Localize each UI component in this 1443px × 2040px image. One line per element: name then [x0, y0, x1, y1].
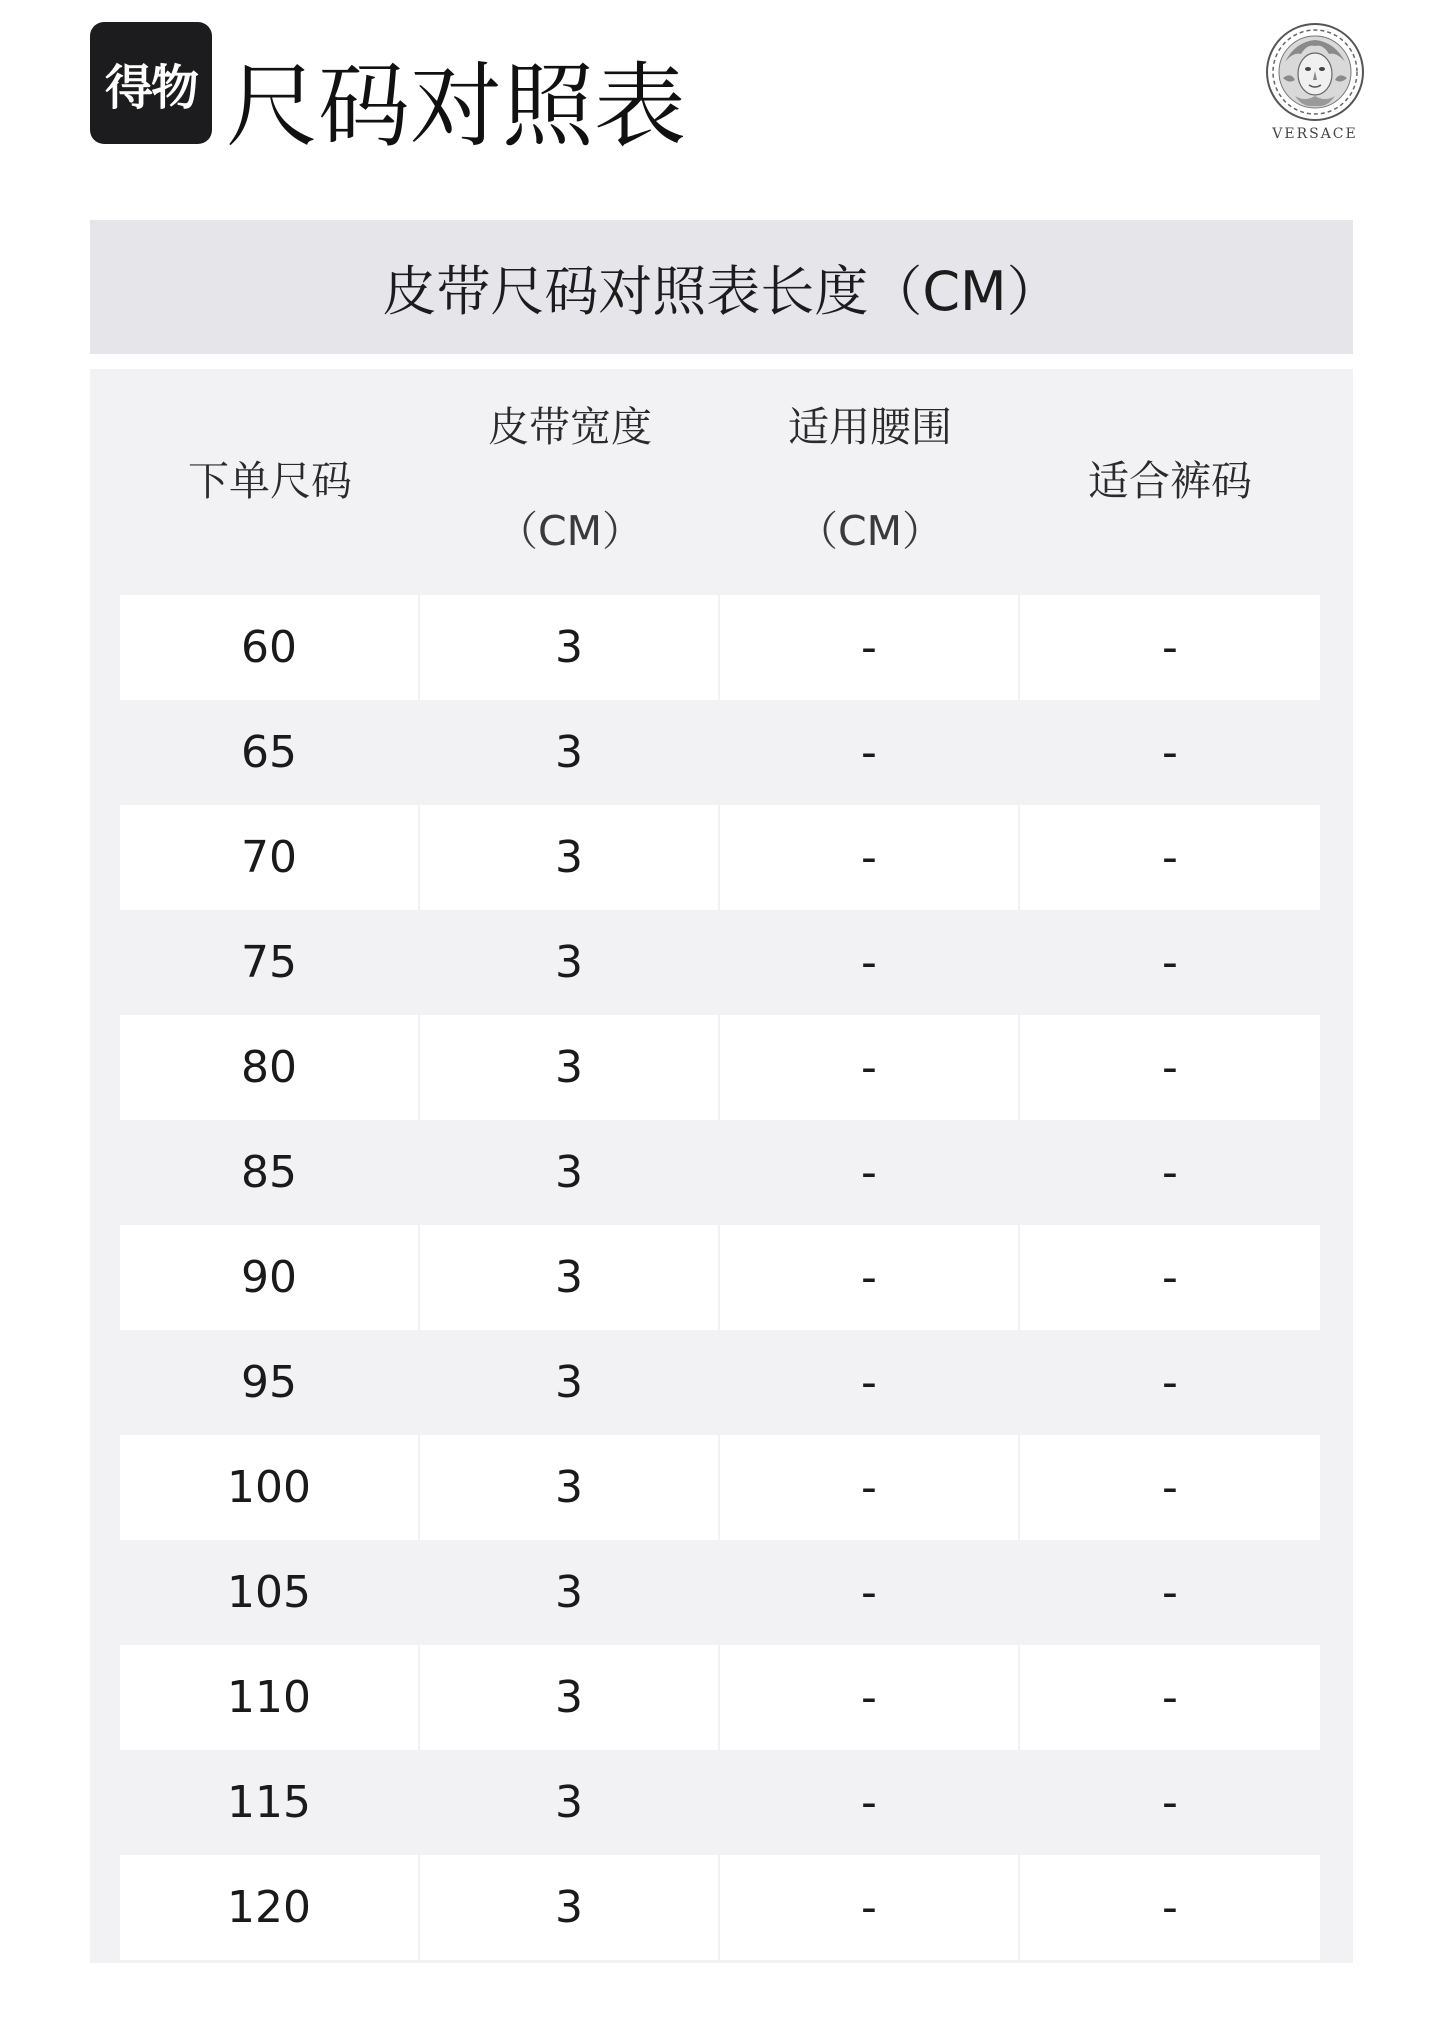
cell-belt-width: 3	[555, 1357, 583, 1408]
cell-belt-width: 3	[420, 1645, 718, 1750]
page-header	[90, 22, 1380, 172]
cell-pants-size: -	[1020, 1225, 1320, 1330]
cell-belt-width: 3	[555, 1147, 583, 1198]
table-row	[120, 1645, 1320, 1750]
brand-name: VERSACE	[1272, 126, 1358, 142]
cell-belt-width: 3	[420, 595, 718, 700]
column-header-label: 下单尺码	[188, 457, 352, 505]
cell-waist: -	[861, 1567, 877, 1618]
cell-waist: -	[720, 1855, 1018, 1960]
column-header-belt-width	[420, 369, 720, 595]
cell-waist: -	[720, 1015, 1018, 1120]
cell-waist: -	[861, 937, 877, 988]
table-row	[120, 805, 1320, 910]
brand-logo	[1250, 22, 1380, 150]
cell-order-size: 75	[241, 937, 297, 988]
cell-order-size: 65	[241, 727, 297, 778]
column-header-label: 皮带宽度	[488, 403, 652, 451]
table-row	[120, 1330, 1320, 1435]
cell-belt-width: 3	[555, 1567, 583, 1618]
cell-pants-size: -	[1162, 937, 1178, 988]
cell-order-size: 70	[120, 805, 418, 910]
table-row	[120, 1015, 1320, 1120]
cell-order-size: 110	[120, 1645, 418, 1750]
table-row	[120, 1120, 1320, 1225]
table-row	[120, 1225, 1320, 1330]
cell-pants-size: -	[1020, 805, 1320, 910]
cell-pants-size: -	[1020, 1015, 1320, 1120]
cell-order-size: 85	[241, 1147, 297, 1198]
size-chart-table	[90, 369, 1353, 1963]
cell-pants-size: -	[1162, 1777, 1178, 1828]
cell-belt-width: 3	[420, 805, 718, 910]
cell-order-size: 80	[120, 1015, 418, 1120]
cell-waist: -	[720, 1645, 1018, 1750]
cell-order-size: 115	[227, 1777, 311, 1828]
table-row	[120, 1540, 1320, 1645]
cell-order-size: 60	[120, 595, 418, 700]
cell-belt-width: 3	[420, 1855, 718, 1960]
table-row	[120, 700, 1320, 805]
cell-order-size: 105	[227, 1567, 311, 1618]
page-title: 尺码对照表	[226, 53, 687, 160]
cell-pants-size: -	[1162, 1357, 1178, 1408]
cell-belt-width: 3	[420, 1435, 718, 1540]
cell-order-size: 95	[241, 1357, 297, 1408]
cell-pants-size: -	[1162, 1147, 1178, 1198]
cell-waist: -	[720, 1435, 1018, 1540]
cell-waist: -	[861, 1777, 877, 1828]
table-row	[120, 595, 1320, 700]
table-row	[120, 1435, 1320, 1540]
table-body	[120, 595, 1320, 1960]
cell-pants-size: -	[1162, 1567, 1178, 1618]
cell-belt-width: 3	[420, 1015, 718, 1120]
column-header-unit: （CM）	[796, 507, 943, 555]
app-logo: 得物	[90, 22, 212, 144]
column-header-order-size	[120, 369, 420, 595]
cell-order-size: 90	[120, 1225, 418, 1330]
cell-belt-width: 3	[420, 1225, 718, 1330]
cell-waist: -	[720, 805, 1018, 910]
cell-waist: -	[720, 595, 1018, 700]
cell-waist: -	[861, 1357, 877, 1408]
table-row	[120, 910, 1320, 1015]
column-header-label: 适用腰围	[788, 403, 952, 451]
table-row	[120, 1855, 1320, 1960]
cell-pants-size: -	[1020, 1435, 1320, 1540]
column-header-unit: （CM）	[496, 507, 643, 555]
cell-belt-width: 3	[555, 727, 583, 778]
cell-belt-width: 3	[555, 1777, 583, 1828]
column-header-label: 适合裤码	[1088, 457, 1252, 505]
cell-pants-size: -	[1020, 595, 1320, 700]
cell-order-size: 100	[120, 1435, 418, 1540]
table-title: 皮带尺码对照表长度（CM）	[90, 220, 1353, 354]
cell-waist: -	[720, 1225, 1018, 1330]
column-header-waist	[720, 369, 1020, 595]
cell-pants-size: -	[1020, 1855, 1320, 1960]
medusa-medallion-icon	[1265, 22, 1365, 122]
cell-waist: -	[861, 727, 877, 778]
column-header-pants-size	[1020, 369, 1320, 595]
cell-belt-width: 3	[555, 937, 583, 988]
table-row	[120, 1750, 1320, 1855]
cell-waist: -	[861, 1147, 877, 1198]
cell-pants-size: -	[1162, 727, 1178, 778]
cell-pants-size: -	[1020, 1645, 1320, 1750]
cell-order-size: 120	[120, 1855, 418, 1960]
